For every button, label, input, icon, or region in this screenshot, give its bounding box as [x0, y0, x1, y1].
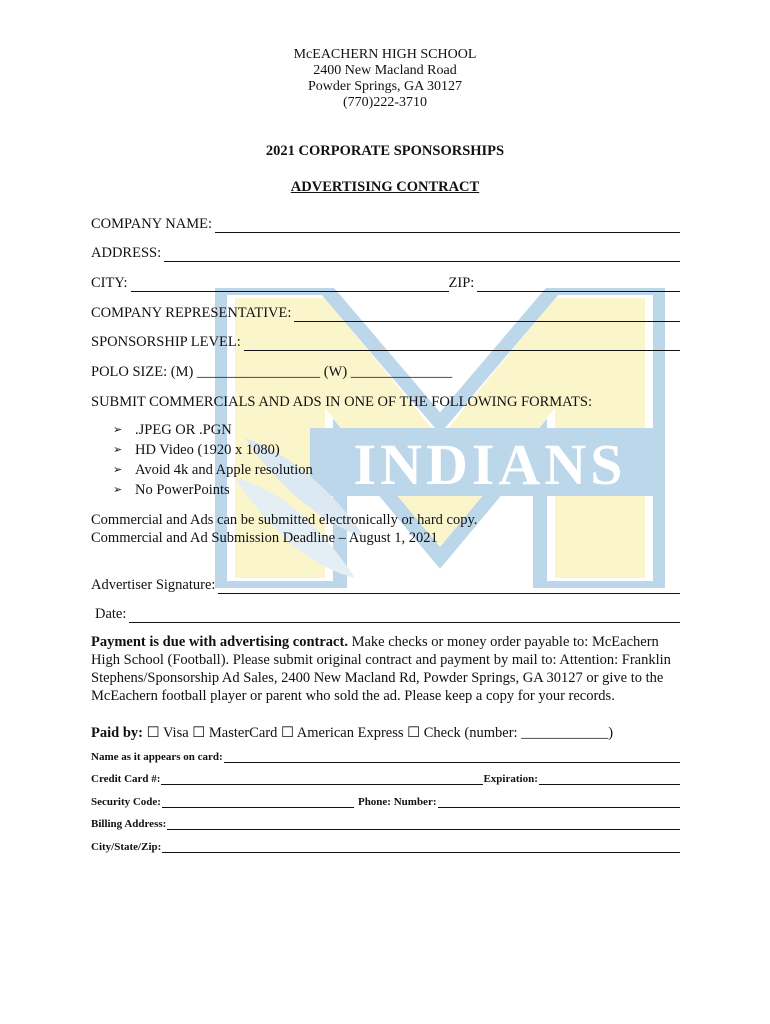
security-code-field[interactable]	[162, 796, 354, 808]
school-name: McEACHERN HIGH SCHOOL	[293, 47, 477, 62]
expiration-label: Expiration:	[483, 773, 538, 785]
list-item: ➢ No PowerPoints	[113, 482, 230, 498]
school-address-line2: Powder Springs, GA 30127	[307, 79, 462, 94]
school-header	[0, 47, 770, 111]
billing-address-field[interactable]	[167, 818, 680, 830]
billing-address-label: Billing Address:	[91, 818, 167, 830]
polo-size-text[interactable]: POLO SIZE: (M) _________________ (W) ______________	[91, 364, 453, 380]
security-phone-row	[91, 796, 680, 808]
phone-label: Phone: Number:	[357, 796, 437, 808]
phone-field[interactable]	[438, 796, 681, 808]
paid-by-label: Paid by:	[91, 725, 143, 741]
arrow-bullet-icon: ➢	[113, 463, 123, 476]
sponsorship-level-label: SPONSORSHIP LEVEL:	[91, 334, 241, 350]
date-label: Date:	[95, 606, 127, 622]
credit-card-label: Credit Card #:	[91, 773, 161, 785]
signature-label: Advertiser Signature:	[91, 577, 216, 593]
address-row	[91, 245, 680, 262]
arrow-bullet-icon: ➢	[113, 423, 123, 436]
submission-line1: Commercial and Ads can be submitted electronically or hard copy.	[91, 512, 478, 528]
paid-by-options[interactable]: ☐ Visa ☐ MasterCard ☐ American Express ☐ Check (number: ____________)	[142, 725, 614, 741]
credit-card-field[interactable]	[161, 773, 483, 785]
billing-address-row	[91, 818, 680, 830]
zip-field[interactable]	[477, 277, 680, 292]
company-name-field[interactable]	[215, 218, 680, 233]
formats-heading-row	[91, 394, 680, 411]
date-row	[95, 606, 680, 623]
company-name-label: COMPANY NAME:	[91, 216, 212, 232]
arrow-bullet-icon: ➢	[113, 483, 123, 496]
city-label: CITY:	[91, 275, 128, 291]
formats-heading: SUBMIT COMMERCIALS AND ADS IN ONE OF THE FOLLOWING FORMATS:	[91, 394, 592, 410]
submission-info	[91, 511, 681, 547]
payment-info	[91, 633, 681, 705]
date-field[interactable]	[129, 608, 680, 623]
school-phone: (770)222-3710	[343, 95, 427, 110]
formats-list	[113, 420, 313, 500]
card-name-field[interactable]	[224, 751, 680, 763]
security-code-label: Security Code:	[91, 796, 161, 808]
card-name-row	[91, 751, 680, 763]
address-label: ADDRESS:	[91, 245, 162, 261]
school-address-line1: 2400 New Macland Road	[313, 63, 457, 78]
polo-size-row	[91, 364, 680, 381]
submission-line2: Commercial and Ad Submission Deadline – August 1, 2021	[91, 530, 438, 546]
list-item: ➢ Avoid 4k and Apple resolution	[113, 462, 313, 478]
document-title: 2021 CORPORATE SPONSORSHIPS	[265, 143, 505, 159]
sponsorship-level-row	[91, 334, 680, 351]
signature-field[interactable]	[218, 579, 680, 594]
city-state-zip-field[interactable]	[162, 841, 680, 853]
payment-lead: Payment is due with advertising contract.	[91, 634, 348, 650]
city-field[interactable]	[131, 277, 449, 292]
company-rep-field[interactable]	[294, 307, 680, 322]
company-rep-label: COMPANY REPRESENTATIVE:	[91, 305, 292, 321]
city-state-zip-label: City/State/Zip:	[91, 841, 162, 853]
address-field[interactable]	[164, 247, 680, 262]
city-state-zip-row	[91, 841, 680, 853]
zip-label: ZIP:	[448, 275, 475, 291]
city-zip-row	[91, 275, 680, 292]
company-rep-row	[91, 305, 680, 322]
payment-text: Make checks or money order payable to: McEachern High School (Football). Please submit original contract and payment by mail to: Attention: Franklin Stephens/Sponsorship Ad Sales, 2400 New Macland Rd, Powder Springs, GA 30127 or give to the McEachern football player or parent who sold the ad. Please keep a copy for your records.	[91, 634, 671, 704]
arrow-bullet-icon: ➢	[113, 443, 123, 456]
list-item: ➢ .JPEG OR .PGN	[113, 422, 232, 438]
signature-row	[91, 577, 680, 594]
credit-card-row	[91, 773, 680, 785]
document-subtitle: ADVERTISING CONTRACT	[290, 179, 480, 195]
paid-by-row	[91, 724, 681, 742]
card-name-label: Name as it appears on card:	[91, 751, 223, 763]
sponsorship-level-field[interactable]	[244, 336, 680, 351]
list-item: ➢ HD Video (1920 x 1080)	[113, 442, 280, 458]
expiration-field[interactable]	[539, 773, 680, 785]
svg-text:INDIANS: INDIANS	[353, 432, 627, 497]
company-name-row	[91, 216, 680, 233]
